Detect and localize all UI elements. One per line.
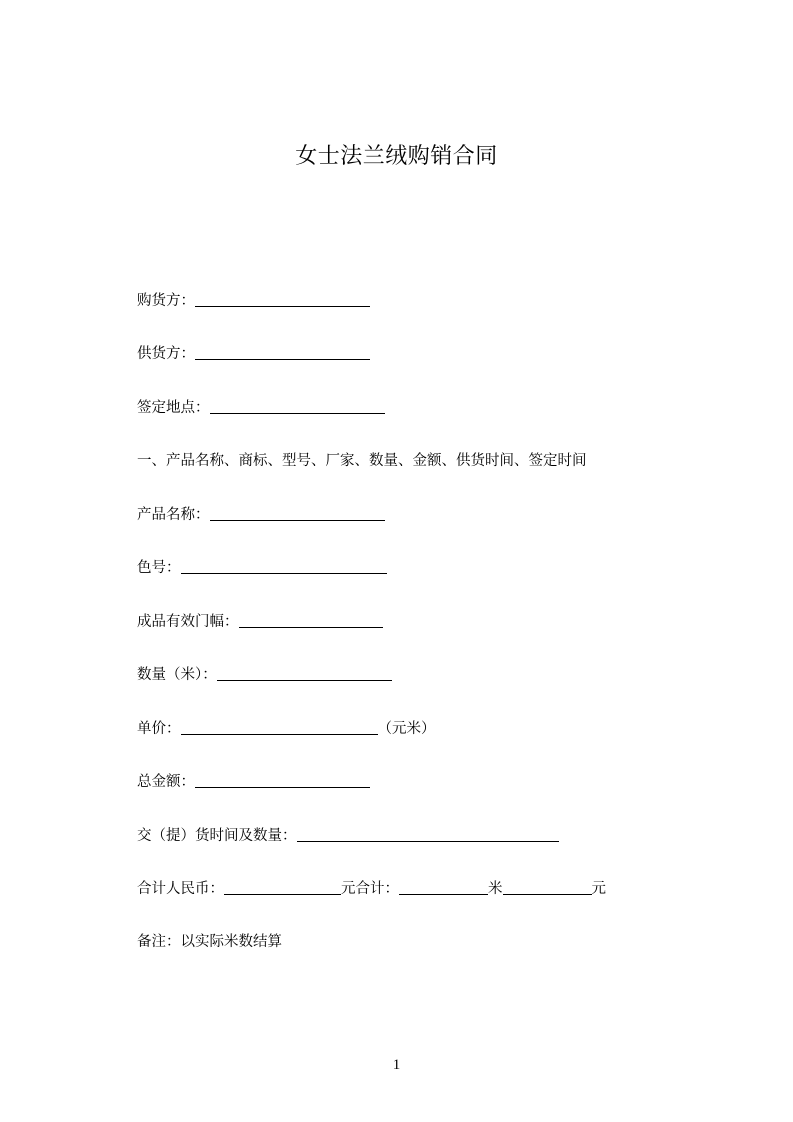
- buyer-label: 购货方：: [137, 293, 195, 309]
- quantity-label: 数量（米）：: [137, 667, 217, 683]
- yuan-total-blank: [503, 879, 592, 895]
- document-title: 女士法兰绒购销合同: [295, 144, 498, 169]
- buyer-row: [137, 290, 370, 312]
- yuan-unit: 元: [591, 881, 606, 897]
- color-no-label: 色号：: [137, 560, 181, 576]
- delivery-label: 交（提）货时间及数量：: [137, 828, 297, 844]
- sign-place-row: [137, 397, 385, 419]
- sign-place-blank: [210, 398, 385, 414]
- supplier-blank: [195, 344, 370, 360]
- meter-total-blank: [399, 879, 488, 895]
- remark-row: [137, 931, 282, 953]
- product-name-label: 产品名称：: [137, 507, 210, 523]
- width-blank: [239, 612, 383, 628]
- rmb-total-label: 合计人民币：: [137, 881, 224, 897]
- delivery-row: [137, 825, 559, 847]
- product-name-row: [137, 504, 385, 526]
- width-row: [137, 611, 383, 633]
- remark: 备注：以实际米数结算: [137, 934, 282, 950]
- supplier-row: [137, 343, 370, 365]
- color-no-blank: [181, 558, 387, 574]
- section1-heading: 一、产品名称、商标、型号、厂家、数量、金额、供货时间、签定时间: [137, 453, 587, 469]
- supplier-label: 供货方：: [137, 346, 195, 362]
- color-no-row: [137, 557, 387, 579]
- rmb-total-sep: 元合计：: [341, 881, 399, 897]
- rmb-total-blank: [224, 879, 341, 895]
- buyer-blank: [195, 291, 370, 307]
- unit-price-row: [137, 718, 436, 740]
- total-amount-row: [137, 771, 370, 793]
- sign-place-label: 签定地点：: [137, 400, 210, 416]
- meter-unit: 米: [488, 881, 503, 897]
- section1-heading-row: [137, 450, 587, 472]
- delivery-blank: [297, 826, 559, 842]
- page-number: 1: [392, 1057, 401, 1073]
- product-name-blank: [210, 505, 385, 521]
- unit-price-blank: [181, 719, 378, 735]
- rmb-total-row: [137, 878, 606, 900]
- quantity-row: [137, 664, 392, 686]
- quantity-blank: [217, 665, 392, 681]
- unit-price-label: 单价：: [137, 721, 181, 737]
- width-label: 成品有效门幅：: [137, 614, 239, 630]
- total-amount-blank: [195, 772, 370, 788]
- total-amount-label: 总金额：: [137, 774, 195, 790]
- unit-price-unit: （元米）: [377, 721, 436, 737]
